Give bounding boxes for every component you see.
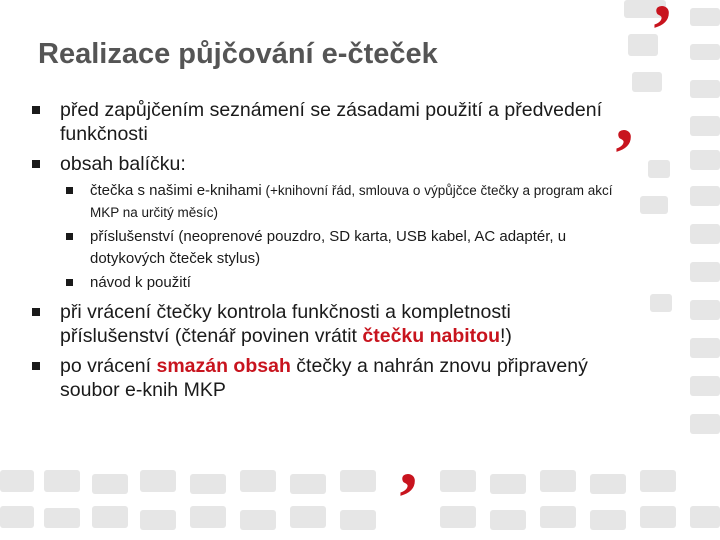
decorative-tile bbox=[590, 474, 626, 494]
sub-list-item-note: (+knihovní řád, smlouva o výpůjčce čtečky a program akcí MKP na určitý měsíc) bbox=[90, 183, 613, 220]
sub-list-item bbox=[32, 180, 622, 224]
decorative-tile bbox=[690, 8, 720, 26]
decorative-tile bbox=[0, 470, 34, 492]
decorative-tile bbox=[92, 506, 128, 528]
sub-list-item-text: návod k použití bbox=[90, 274, 191, 291]
decorative-tile bbox=[44, 470, 80, 492]
quote-mark-icon: ’ bbox=[650, 0, 674, 70]
decorative-tile bbox=[240, 470, 276, 492]
decorative-tile bbox=[540, 506, 576, 528]
bullet-square-icon bbox=[32, 160, 40, 168]
highlight-text: čtečku nabitou bbox=[362, 325, 500, 347]
decorative-tile bbox=[490, 510, 526, 530]
decorative-tile bbox=[440, 470, 476, 492]
list-item bbox=[32, 152, 622, 176]
bullet-list bbox=[32, 98, 622, 408]
quote-mark-icon: ’ bbox=[396, 458, 420, 538]
decorative-tile bbox=[44, 508, 80, 528]
decorative-tile bbox=[690, 506, 720, 528]
bullet-square-icon bbox=[32, 106, 40, 114]
decorative-tile bbox=[640, 196, 668, 214]
sub-list-item bbox=[32, 272, 622, 294]
decorative-tile bbox=[0, 506, 34, 528]
decorative-tile bbox=[690, 376, 720, 396]
decorative-tile bbox=[690, 44, 720, 60]
list-item bbox=[32, 354, 622, 402]
sub-list-item-text: čtečka s našimi e-knihami bbox=[90, 182, 262, 199]
decorative-tile bbox=[440, 506, 476, 528]
decorative-tile bbox=[690, 116, 720, 136]
decorative-tile bbox=[290, 474, 326, 494]
decorative-tile bbox=[632, 72, 662, 92]
list-item-text: po vrácení bbox=[60, 355, 157, 377]
list-item-text: čtečky a nahrán znovu připravený soubor e-knih MKP bbox=[60, 355, 588, 401]
decorative-tile bbox=[690, 224, 720, 244]
decorative-tile bbox=[690, 150, 720, 170]
decorative-tile bbox=[140, 470, 176, 492]
decorative-tile bbox=[640, 470, 676, 492]
decorative-tile bbox=[190, 506, 226, 528]
sub-list-item bbox=[32, 226, 622, 270]
bullet-square-icon bbox=[66, 233, 73, 240]
decorative-tile bbox=[590, 510, 626, 530]
list-item-text: před zapůjčením seznámení se zásadami použití a předvedení funkčnosti bbox=[60, 99, 602, 145]
decorative-tile bbox=[92, 474, 128, 494]
decorative-tile bbox=[240, 510, 276, 530]
list-item bbox=[32, 300, 622, 348]
decorative-tile bbox=[690, 80, 720, 98]
decorative-tile bbox=[690, 262, 720, 282]
list-item-text: obsah balíčku: bbox=[60, 153, 186, 175]
slide-title: Realizace půjčování e-čteček bbox=[38, 38, 438, 70]
decorative-tile bbox=[690, 186, 720, 206]
decorative-tile bbox=[190, 474, 226, 494]
list-item-text: !) bbox=[500, 325, 512, 347]
sub-list-item-text: příslušenství (neoprenové pouzdro, SD karta, USB kabel, AC adaptér, u dotykových čteček stylus) bbox=[90, 228, 567, 267]
sub-list bbox=[32, 180, 622, 294]
decorative-tile bbox=[650, 294, 672, 312]
decorative-tile bbox=[640, 506, 676, 528]
bullet-square-icon bbox=[32, 308, 40, 316]
decorative-tile bbox=[290, 506, 326, 528]
decorative-tile bbox=[340, 510, 376, 530]
bullet-square-icon bbox=[32, 362, 40, 370]
decorative-tile bbox=[140, 510, 176, 530]
decorative-tile bbox=[648, 160, 670, 178]
decorative-tile bbox=[690, 300, 720, 320]
highlight-text: smazán obsah bbox=[156, 355, 291, 377]
decorative-tile bbox=[490, 474, 526, 494]
bullet-square-icon bbox=[66, 187, 73, 194]
decorative-tile bbox=[690, 414, 720, 434]
quote-mark-icon: ’ bbox=[612, 114, 636, 194]
list-item-text: při vrácení čtečky kontrola funkčnosti a kompletnosti příslušenství (čtenář povinen vrátit bbox=[60, 301, 511, 347]
decorative-tile bbox=[540, 470, 576, 492]
list-item bbox=[32, 98, 622, 146]
bullet-square-icon bbox=[66, 279, 73, 286]
decorative-tile bbox=[340, 470, 376, 492]
decorative-tile bbox=[690, 338, 720, 358]
